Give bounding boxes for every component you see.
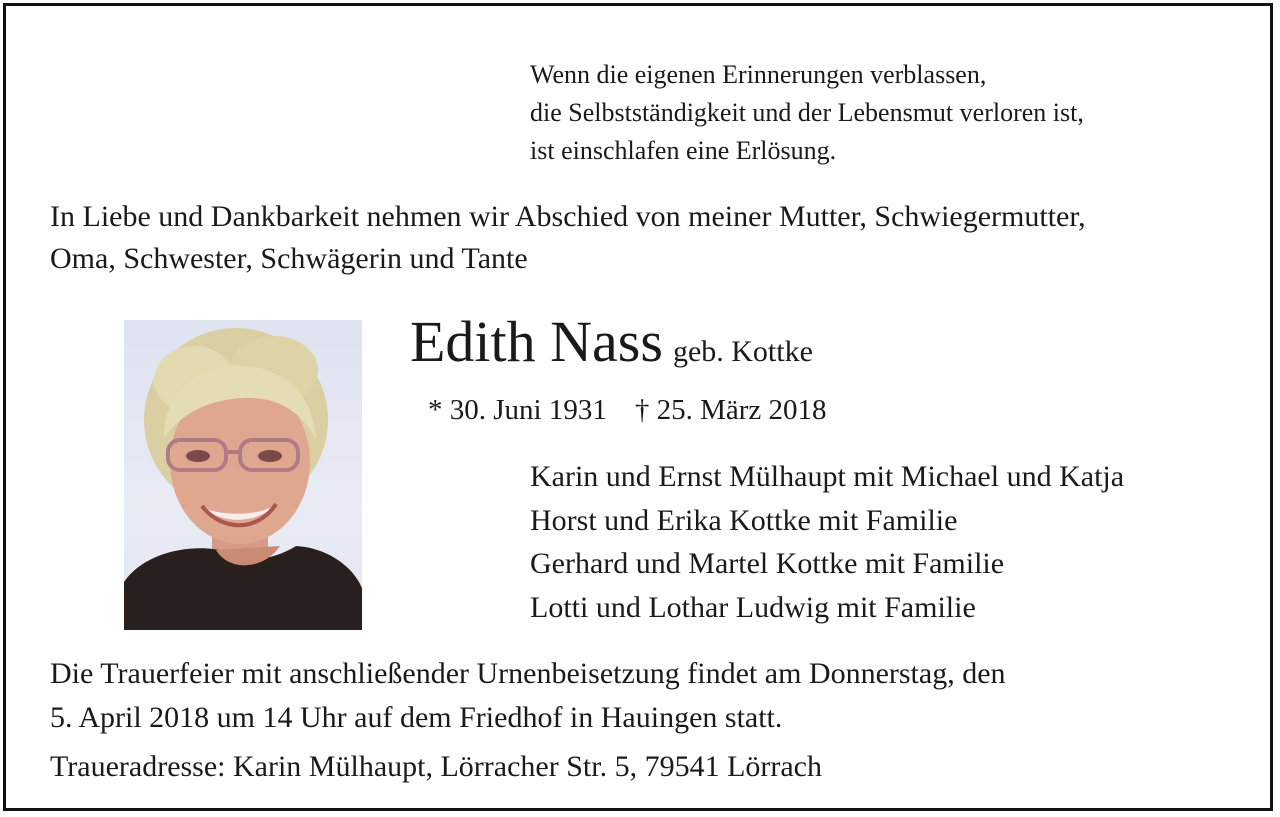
mourner-line: Karin und Ernst Mülhaupt mit Michael und Katja	[530, 460, 1125, 493]
life-dates	[428, 392, 827, 428]
quote-line: ist einschlafen eine Erlösung.	[530, 136, 837, 165]
portrait-photo	[124, 320, 362, 630]
birth-name: geb. Kottke	[672, 335, 813, 368]
quote-line: Wenn die eigenen Erinnerungen verblassen,	[530, 60, 987, 89]
ceremony-line: 5. April 2018 um 14 Uhr auf dem Friedhof in Hauingen statt.	[50, 701, 783, 734]
mourners-list	[530, 455, 1124, 629]
deceased-name: Edith Nass	[410, 309, 663, 374]
mourner-line: Lotti und Lothar Ludwig mit Familie	[530, 590, 976, 624]
ceremony-line: Die Trauerfeier mit anschließender Urnenbeisetzung findet am Donnerstag, den	[50, 657, 1006, 690]
mourner-line: Gerhard und Martel Kottke mit Familie	[530, 547, 1005, 580]
birth-date: * 30. Juni 1931	[428, 394, 607, 426]
mourning-address: Traueradresse: Karin Mülhaupt, Lörracher Str. 5, 79541 Lörrach	[50, 750, 823, 783]
intro-line: In Liebe und Dankbarkeit nehmen wir Abschied von meiner Mutter, Schwiegermutter,	[50, 200, 1086, 233]
intro-line: Oma, Schwester, Schwägerin und Tante	[50, 242, 528, 275]
intro-text	[50, 196, 1086, 280]
mourner-line: Horst und Erika Kottke mit Familie	[530, 503, 958, 537]
ceremony-info	[50, 652, 1006, 740]
deceased-name-line	[410, 306, 813, 388]
quote-line: die Selbstständigkeit und der Lebensmut verloren ist,	[530, 98, 1084, 127]
death-date: † 25. März 2018	[634, 394, 827, 426]
memorial-quote	[530, 56, 1084, 170]
